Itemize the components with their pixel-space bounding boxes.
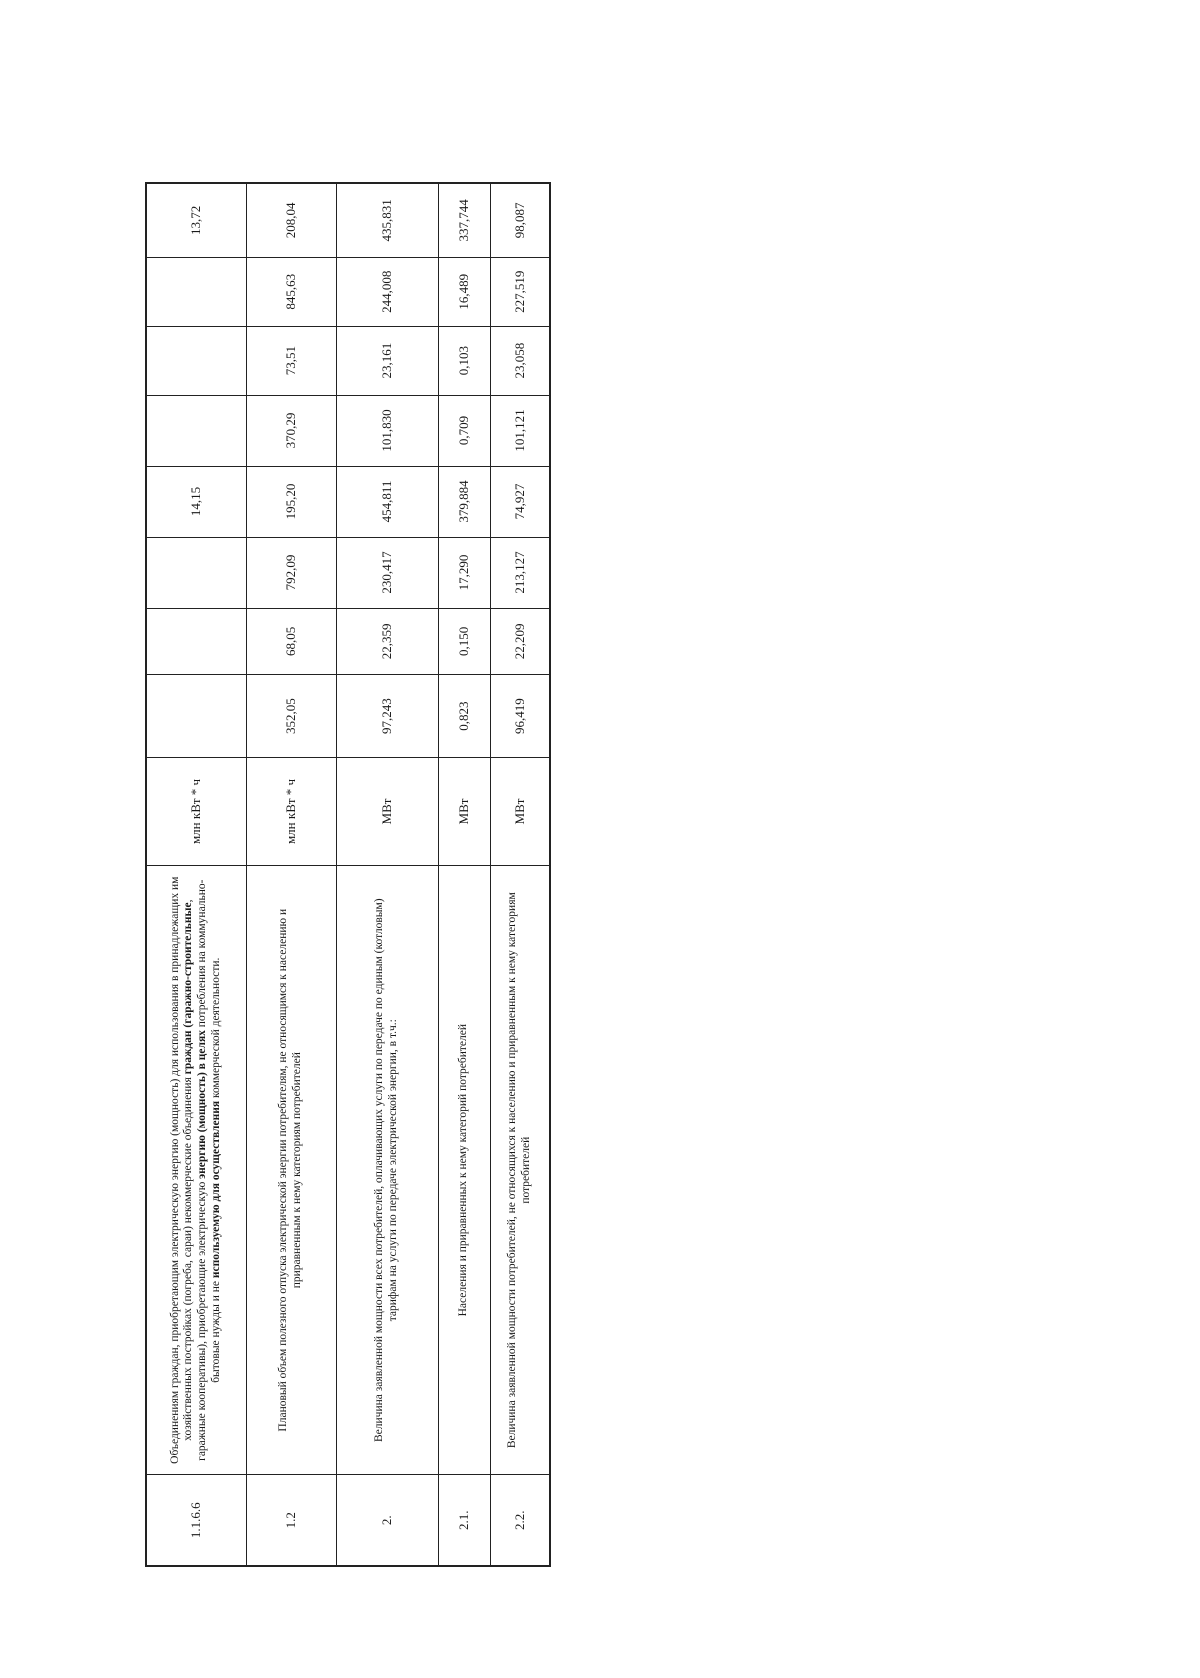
row-index-cell: 1.1.6.6 <box>146 1475 246 1566</box>
value-cell: 230,417 <box>336 537 438 608</box>
value-cell: 0,709 <box>438 395 490 466</box>
row-index-cell: 2. <box>336 1475 438 1566</box>
empty-cell <box>146 257 246 326</box>
value-cell: 208,04 <box>246 183 336 257</box>
value-cell: 352,05 <box>246 675 336 758</box>
table-row <box>490 183 550 1566</box>
description-fragment: граждан (гаражно-строительные <box>182 902 195 1075</box>
row-description-cell <box>146 866 246 1475</box>
value-cell: 74,927 <box>490 466 550 537</box>
row-index-cell: 1.2 <box>246 1475 336 1566</box>
empty-cell <box>146 675 246 758</box>
description-fragment: Объединениям граждан, приобретающим электрическую энергию (мощность) для использования в принадлежащих им хозяйственных постройках (погреба, сараи) некоммерческие объединения <box>168 876 195 1464</box>
unit-cell: млн кВт * ч <box>146 757 246 865</box>
table-row <box>336 183 438 1566</box>
value-cell: 370,29 <box>246 395 336 466</box>
description-fragment: коммерческой деятельности. <box>210 957 223 1101</box>
table-row <box>246 183 336 1566</box>
value-cell: 16,489 <box>438 257 490 326</box>
table-body <box>146 183 550 1566</box>
value-cell: 379,884 <box>438 466 490 537</box>
description-fragment: , гаражные кооперативы), приобретающие электрическую <box>182 899 209 1461</box>
description-fragment: используемую для осуществления <box>210 1100 223 1279</box>
empty-cell <box>146 537 246 608</box>
tariff-table <box>145 182 551 1567</box>
row-description-cell: Величина заявленной мощности потребителей, не относящихся к населению и приравненным к нему категориям потребителей <box>490 866 550 1475</box>
value-cell: 227,519 <box>490 257 550 326</box>
value-cell: 96,419 <box>490 675 550 758</box>
value-cell: 17,290 <box>438 537 490 608</box>
description-fragment: энергию (мощность) в целях <box>196 1030 209 1179</box>
value-cell: 23,058 <box>490 326 550 395</box>
value-cell: 97,243 <box>336 675 438 758</box>
table-row <box>438 183 490 1566</box>
row-index-cell: 2.2. <box>490 1475 550 1566</box>
value-cell: 195,20 <box>246 466 336 537</box>
value-cell: 0,823 <box>438 675 490 758</box>
value-cell: 454,811 <box>336 466 438 537</box>
value-cell: 0,103 <box>438 326 490 395</box>
value-cell: 101,830 <box>336 395 438 466</box>
description-fragment: потребления на коммунально-бытовые нужды и не <box>196 879 223 1383</box>
value-cell: 14,15 <box>146 466 246 537</box>
value-cell: 101,121 <box>490 395 550 466</box>
value-cell: 845,63 <box>246 257 336 326</box>
row-description-cell: Плановый объем полезного отпуска электрической энергии потребителям, не относящимся к населению и приравненным к нему категориям потребителей <box>246 866 336 1475</box>
value-cell: 98,087 <box>490 183 550 257</box>
value-cell: 337,744 <box>438 183 490 257</box>
value-cell: 73,51 <box>246 326 336 395</box>
unit-cell: МВт <box>336 757 438 865</box>
value-cell: 22,359 <box>336 608 438 675</box>
empty-cell <box>146 395 246 466</box>
row-description-cell: Населения и приравненных к нему категорий потребителей <box>438 866 490 1475</box>
row-description-cell: Величина заявленной мощности всех потребителей, оплачивающих услуги по передаче по единым (котловым) тарифам на услуги по передаче электрической энергии, в т.ч.: <box>336 866 438 1475</box>
unit-cell: МВт <box>490 757 550 865</box>
value-cell: 22,209 <box>490 608 550 675</box>
value-cell: 792,09 <box>246 537 336 608</box>
rotated-table-wrapper <box>145 182 550 1567</box>
empty-cell <box>146 326 246 395</box>
value-cell: 435,831 <box>336 183 438 257</box>
value-cell: 13,72 <box>146 183 246 257</box>
unit-cell: млн кВт * ч <box>246 757 336 865</box>
value-cell: 0,150 <box>438 608 490 675</box>
row-index-cell: 2.1. <box>438 1475 490 1566</box>
unit-cell: МВт <box>438 757 490 865</box>
empty-cell <box>146 608 246 675</box>
value-cell: 68,05 <box>246 608 336 675</box>
value-cell: 213,127 <box>490 537 550 608</box>
value-cell: 244,008 <box>336 257 438 326</box>
value-cell: 23,161 <box>336 326 438 395</box>
table-row <box>146 183 246 1566</box>
